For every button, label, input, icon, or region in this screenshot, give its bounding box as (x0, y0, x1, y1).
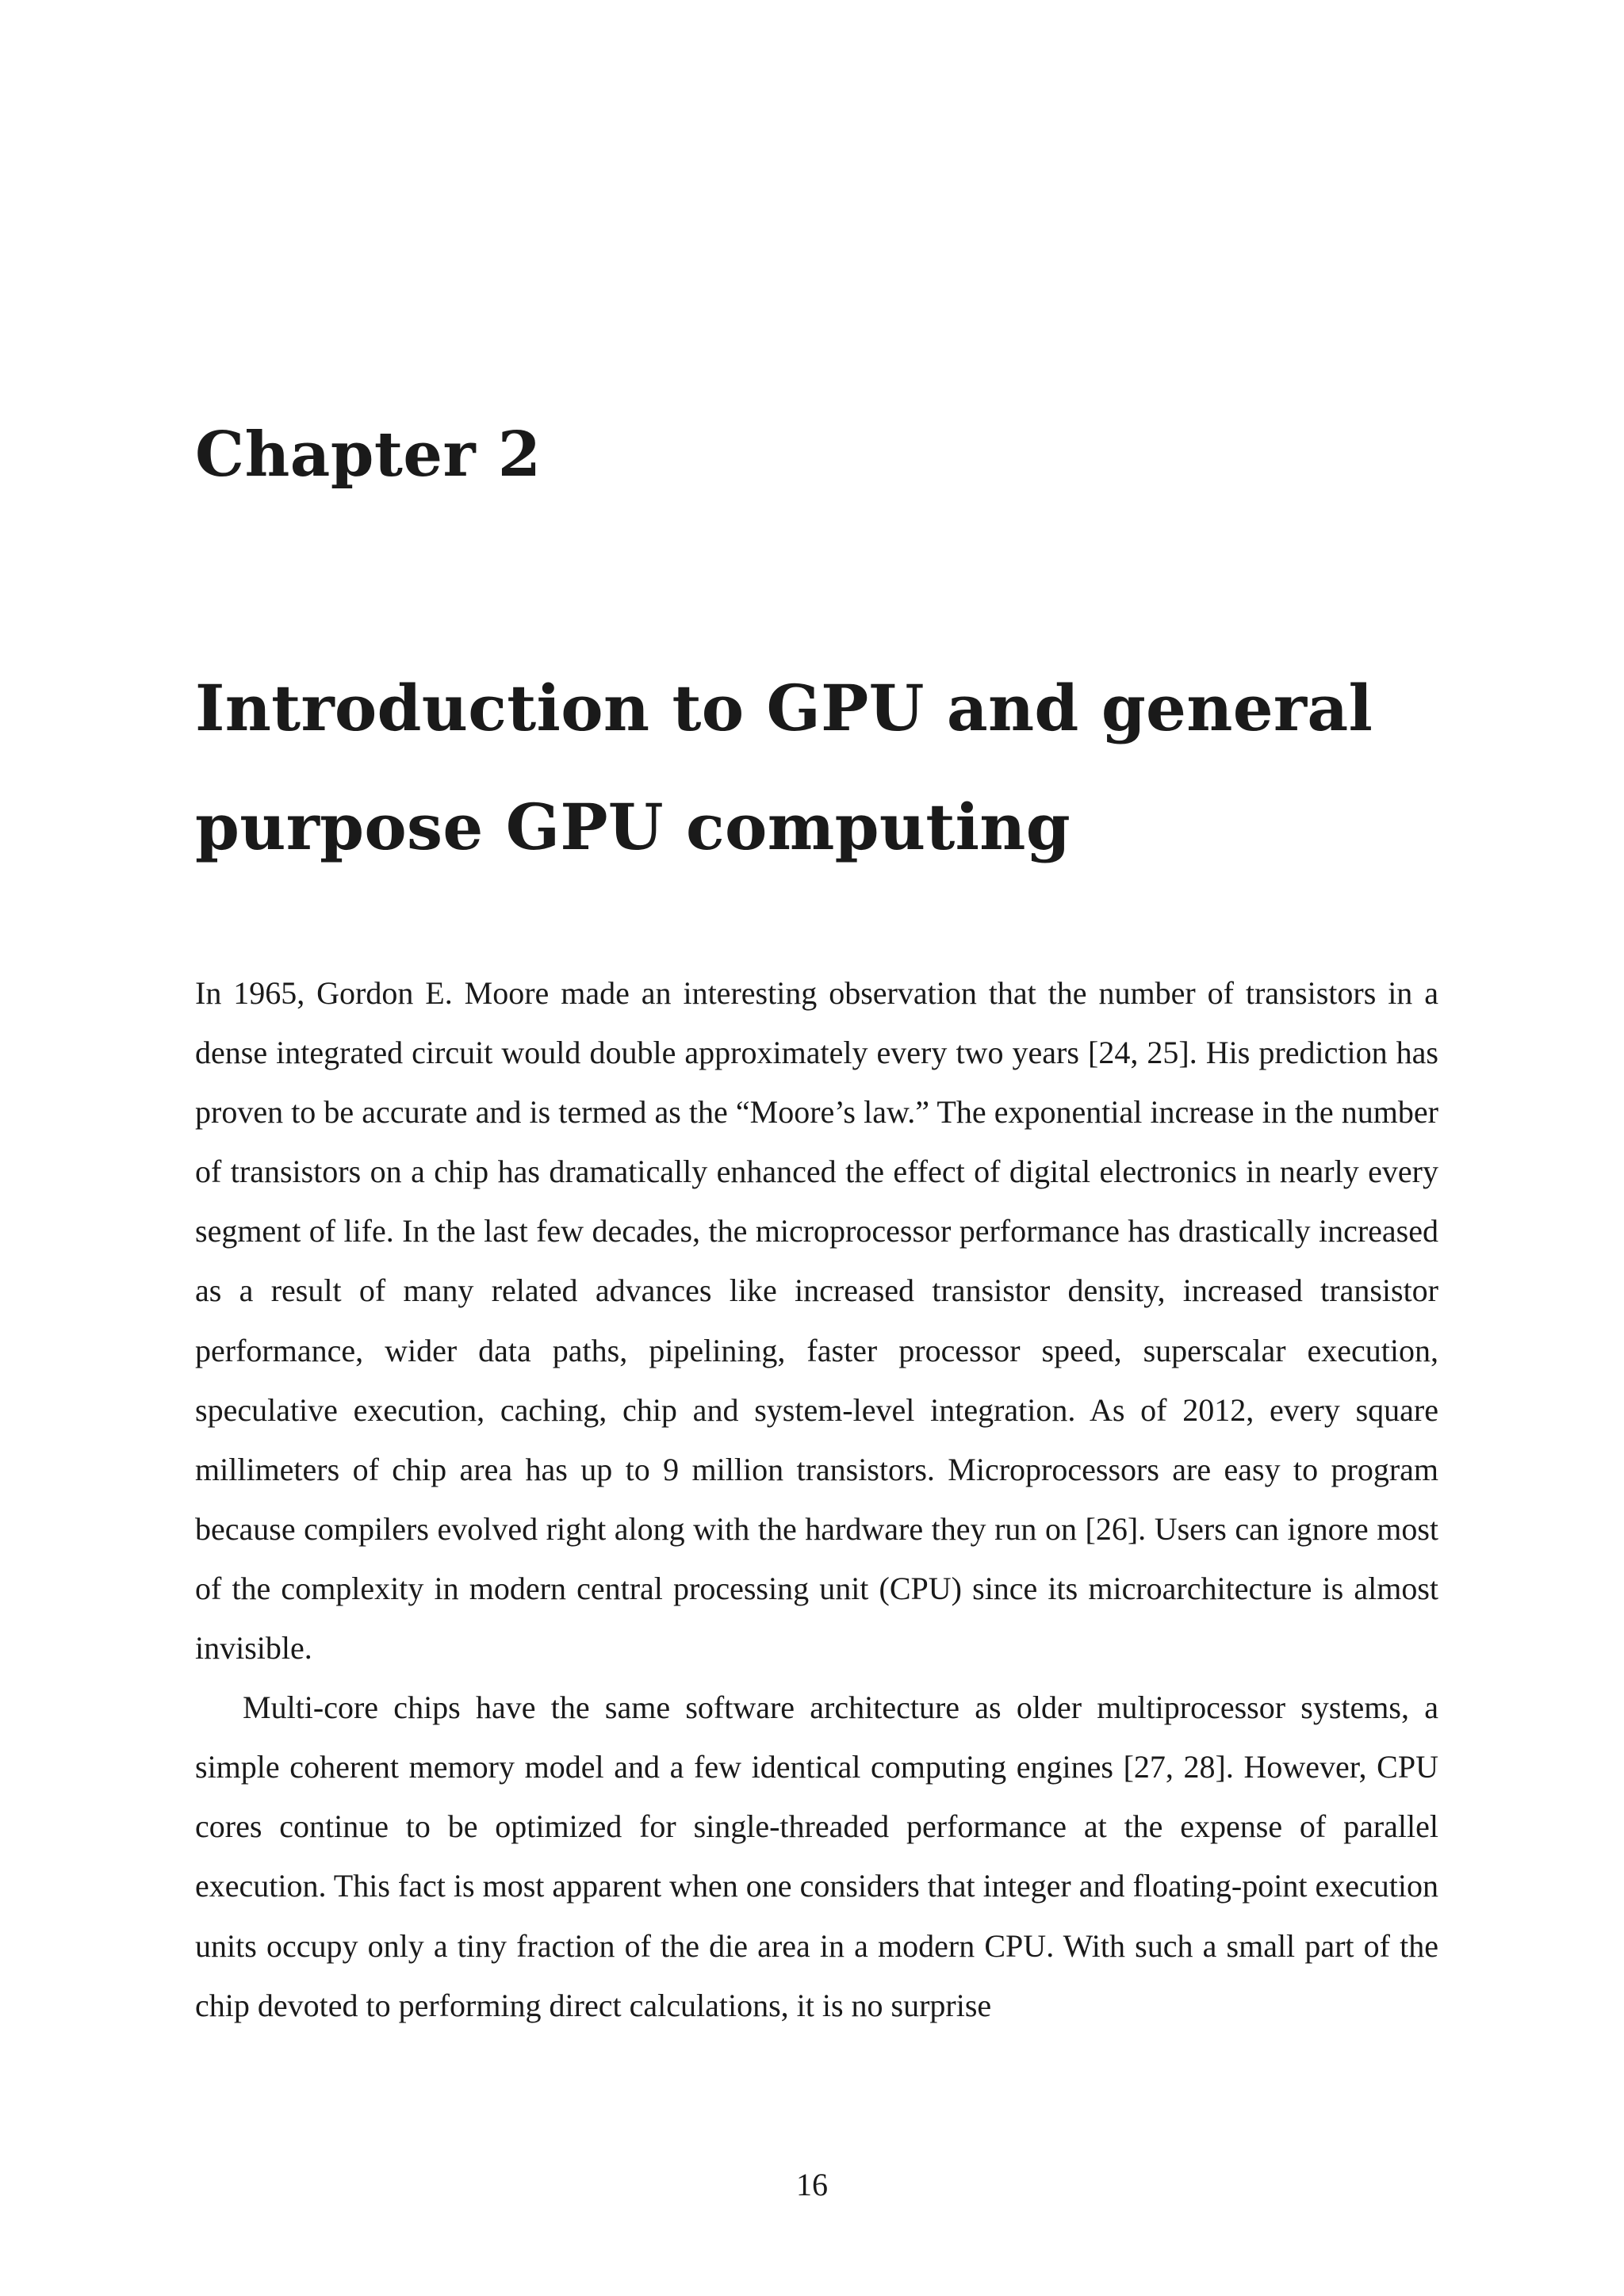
chapter-label: Chapter 2 (195, 419, 542, 491)
page-number: 16 (796, 2167, 828, 2202)
body-text (195, 963, 1438, 2035)
paragraph-2: Multi-core chips have the same software architecture as older multiprocessor systems, a simple coherent memory model and a few identical computing engines [27, 28]. However, CPU cores continue to be optimized for single-threaded performance at the expense of parallel execution. This fact is most apparent when one considers that integer and floating-point execution units occupy only a tiny fraction of the die area in a modern CPU. With such a small part of the chip devoted to performing direct calculations, it is no surprise (195, 1689, 1438, 2023)
paragraph-1: In 1965, Gordon E. Moore made an interesting observation that the number of transistors in a dense integrated circuit would double approximately every two years [24, 25]. His prediction has proven to be accurate and is termed as the “Moore’s law.” The exponential increase in the number of transistors on a chip has dramatically enhanced the effect of digital electronics in nearly every segment of life. In the last few decades, the microprocessor performance has drastically increased as a result of many related advances like increased transistor density, increased transistor performance, wider data paths, pipelining, faster processor speed, superscalar execution, speculative execution, caching, chip and system-level integration. As of 2012, every square millimeters of chip area has up to 9 million transistors. Microprocessors are easy to program because compilers evolved right along with the hardware they run on [26]. Users can ignore most of the complexity in modern central processing unit (CPU) since its microarchitecture is almost invisible. (195, 975, 1438, 1667)
chapter-title: Introduction to GPU and general purpose GPU computing (195, 671, 1373, 864)
